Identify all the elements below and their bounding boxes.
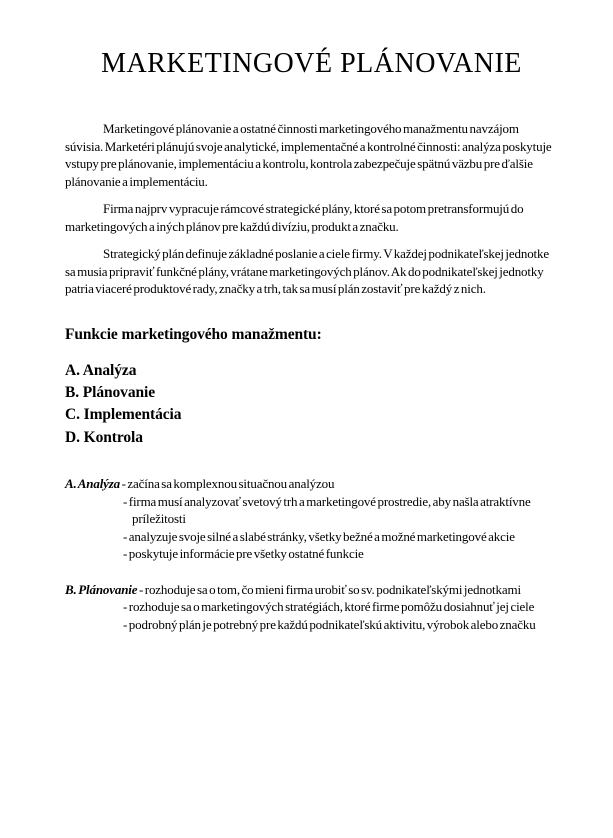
section-bullet-2: - analyzuje svoje silné a slabé stránky, všetky bežné a možné marketingové akcie xyxy=(123,528,515,544)
section-a xyxy=(65,475,558,563)
section-intro-line: B. Plánovanie - rozhoduje sa o tom, čo mieni firma urobiť so sv. podnikateľskými jednotkami xyxy=(65,581,521,597)
paragraph-1: Marketingové plánovanie a ostatné činnosti marketingového manažmentu navzájom súvisia. Marketéri plánujú svoje analytické, implementačné a kontrolné činnosti: analýza poskytuje vstupy pre plánovanie, implementáciu a kontrolu, kontrola zabezpečuje spätnú väzbu pre ďalšie plánovanie a implementáciu. xyxy=(65,121,552,189)
section-label: A. Analýza xyxy=(65,476,121,492)
section-b xyxy=(65,581,558,634)
paragraph-2: Firma najprv vypracuje rámcové strategické plány, ktoré sa potom pretransformujú do marketingových a iných plánov pre každú divíziu, produkt a značku. xyxy=(65,201,524,234)
document-title: MARKETINGOVÉ PLÁNOVANIE xyxy=(101,48,522,79)
section-label: B. Plánovanie xyxy=(65,581,138,597)
section-bullet-2: - podrobný plán je potrebný pre každú podnikateľskú aktivitu, výrobok alebo značku xyxy=(123,616,536,632)
function-item-d: D. Kontrola xyxy=(65,428,143,446)
section-bullet-1: - rozhoduje sa o marketingových stratégiách, ktoré firme pomôžu dosiahnuť jej ciele xyxy=(123,599,535,615)
section-intro-line: A. Analýza - začína sa komplexnou situačnou analýzou xyxy=(65,476,335,492)
paragraph-3: Strategický plán definuje základné poslanie a ciele firmy. V každej podnikateľskej jednotke sa musia pripraviť funkčné plány, vrátane marketingových plánov. Ak do podnikateľskej jednotky patria viaceré produktové rady, značky a trh, tak sa musí plán zostaviť pre každý z nich. xyxy=(65,246,549,296)
detail-sections xyxy=(65,475,558,633)
functions-heading: Funkcie marketingového manažmentu: xyxy=(65,325,322,343)
section-bullet-1: - firma musí analyzovať svetový trh a marketingové prostredie, aby našla atraktívne príležitosti xyxy=(123,493,531,527)
intro-paragraphs xyxy=(65,120,558,298)
function-item-a: A. Analýza xyxy=(65,361,137,379)
functions-list xyxy=(65,360,558,450)
function-item-b: B. Plánovanie xyxy=(65,383,155,401)
section-bullet-3: - poskytuje informácie pre všetky ostatné funkcie xyxy=(123,546,364,562)
function-item-c: C. Implementácia xyxy=(65,406,182,424)
